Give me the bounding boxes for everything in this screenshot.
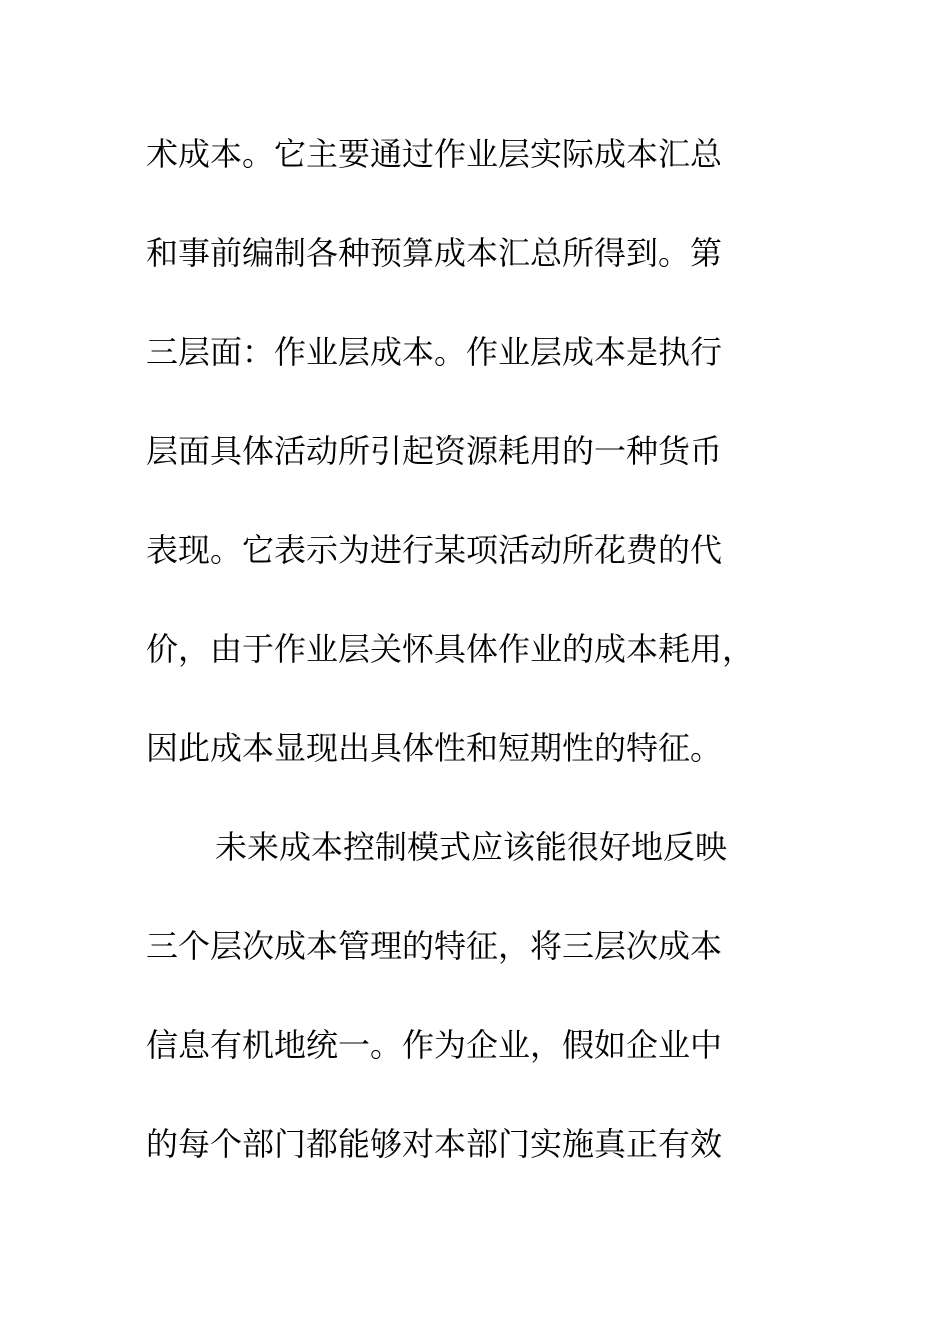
text-line-8-paragraph-start: 未来成本控制模式应该能很好地反映 [215,828,728,866]
text-line-5: 表现。它表示为进行某项活动所花费的代 [146,531,723,569]
text-line-3: 三层面：作业层成本。作业层成本是执行 [146,333,723,371]
text-line-2: 和事前编制各种预算成本汇总所得到。第 [146,234,723,272]
text-line-6: 价，由于作业层关怀具体作业的成本耗用， [146,630,755,668]
text-line-10: 信息有机地统一。作为企业，假如企业中 [146,1026,723,1064]
text-line-9: 三个层次成本管理的特征，将三层次成本 [146,927,723,965]
text-line-4: 层面具体活动所引起资源耗用的一种货币 [146,432,723,470]
text-line-11: 的每个部门都能够对本部门实施真正有效 [146,1125,723,1163]
text-line-1: 术成本。它主要通过作业层实际成本汇总 [146,135,723,173]
text-line-7: 因此成本显现出具体性和短期性的特征。 [146,729,723,767]
body-text [146,128,786,1217]
